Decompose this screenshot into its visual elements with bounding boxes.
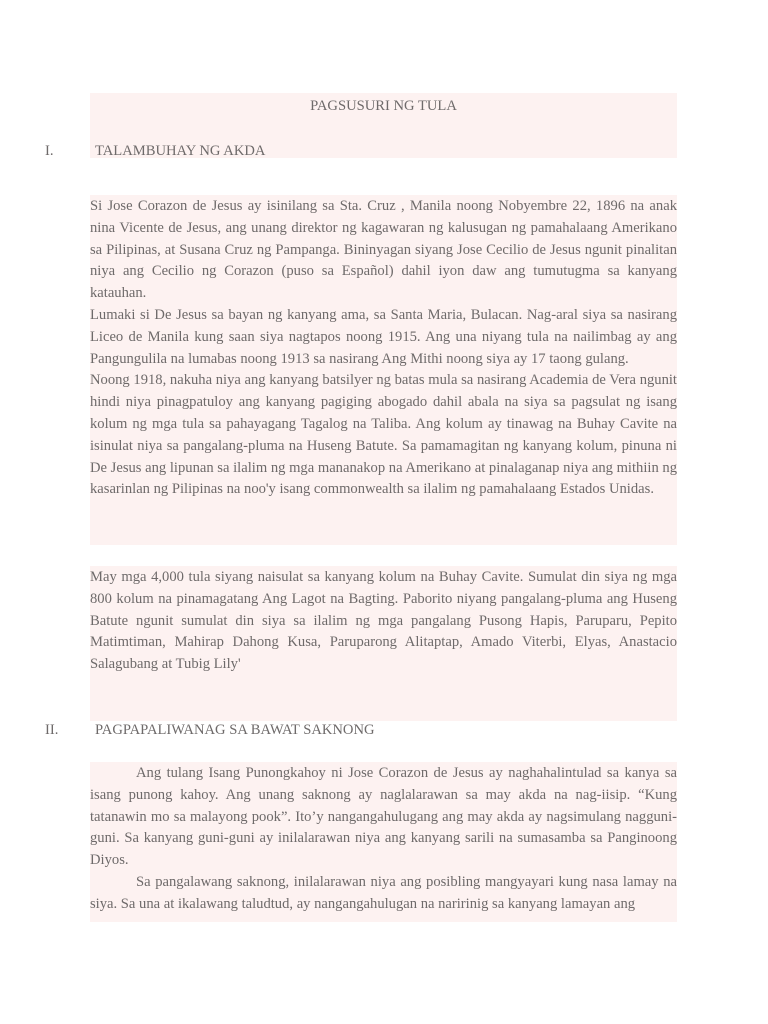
section1-title: TALAMBUHAY NG AKDA xyxy=(95,143,266,159)
section2-number: II. xyxy=(45,722,59,738)
section2-body xyxy=(90,763,677,916)
section1-heading xyxy=(45,141,265,161)
section2-title: PAGPAPALIWANAG SA BAWAT SAKNONG xyxy=(95,722,375,738)
paragraph: Ang tulang Isang Punongkahoy ni Jose Corazon de Jesus ay naghahalintulad sa kanya sa isang punong kahoy. Ang unang saknong ay naglalarawan sa may akda na nag-iisip. “Kung tatanawin mo sa malayong pook”. Ito’y nangangahulugang ang may akda ay nagsimulang nagguni-guni. Sa kanyang guni-guni ay inilalarawan niya ang kanyang sarili na sumasamba sa Panginoong Diyos. xyxy=(90,765,677,869)
section1-body-b xyxy=(90,567,677,676)
paragraph: Lumaki si De Jesus sa bayan ng kanyang ama, sa Santa Maria, Bulacan. Nag-aral siya sa nasirang Liceo de Manila kung saan siya nagtapos noong 1915. Ang una niyang tula na nailimbag ay ang Pangungulila na lumabas noong 1913 sa nasirang Ang Mithi noong siya ay 17 taong gulang. xyxy=(90,306,677,367)
paragraph: Sa pangalawang saknong, inilalarawan niya ang posibling mangyayari kung nasa lamay na siya. Sa una at ikalawang taludtud, ay nangangahulugan na naririnig sa kanyang lamayan ang xyxy=(90,873,677,912)
paragraph: May mga 4,000 tula siyang naisulat sa kanyang kolum na Buhay Cavite. Sumulat din siya ng mga 800 kolum na pinamagatang Ang Lagot na Bagting. Paborito niyang pangalang-pluma ang Huseng Batute ngunit sumulat din siya sa ilalim ng mga pangalang Pusong Hapis, Paruparu, Pepito Matimtiman, Mahirap Dahong Kusa, Paruparong Alitaptap, Amado Viterbi, Elyas, Anastacio Salagubang at Tubig Lily' xyxy=(90,569,677,673)
section1-body-a xyxy=(90,196,677,501)
section1-number: I. xyxy=(45,143,54,159)
paragraph: Noong 1918, nakuha niya ang kanyang batsilyer ng batas mula sa nasirang Academia de Vera ngunit hindi niya pinagpatuloy ang kanyang pagiging abogado dahil abala na siya sa pagsulat ng isang kolum ng mga tula sa pahayagang Tagalog na Taliba. Ang kolum ay tinawag na Buhay Cavite na isinulat niya sa pangalang-pluma na Huseng Batute. Sa pamamagitan ng kanyang kolum, pinuna ni De Jesus ang lipunan sa ilalim ng mga mananakop na Amerikano at pinalaganap niya ang mithiin ng kasarinlan ng Pilipinas na noo'y isang commonwealth sa ilalim ng pamahalaang Estados Unidas. xyxy=(90,372,677,498)
paragraph: Si Jose Corazon de Jesus ay isinilang sa Sta. Cruz , Manila noong Nobyembre 22, 1896 na anak nina Vicente de Jesus, ang unang direktor ng kagawaran ng kalusugan ng pamahalaang Amerikano sa Pilipinas, at Susana Cruz ng Pampanga. Bininyagan siyang Jose Cecilio de Jesus ngunit pinalitan niya ang Cecilio ng Corazon (puso sa Español) dahil iyon daw ang tumutugma sa kanyang katauhan. xyxy=(90,198,677,302)
page-title: PAGSUSURI NG TULA xyxy=(310,98,457,114)
section2-heading xyxy=(45,720,375,740)
